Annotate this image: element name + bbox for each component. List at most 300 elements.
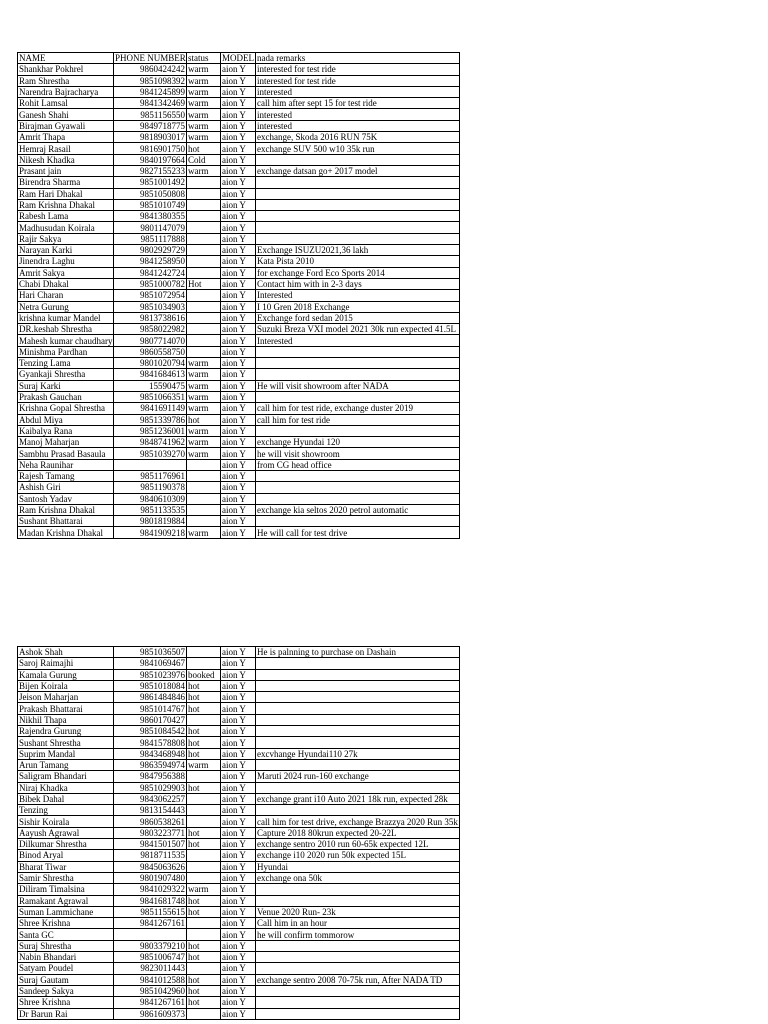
remarks-cell[interactable]: Call him in an hour [256, 918, 460, 929]
status-cell[interactable] [187, 493, 221, 504]
model-cell[interactable]: aion Y [221, 658, 256, 669]
name-cell[interactable]: Ganesh Shahi [18, 109, 114, 120]
model-cell[interactable]: aion Y [221, 143, 256, 154]
remarks-cell[interactable]: Hyundai [256, 861, 460, 872]
phone-cell[interactable]: 9803223771 [114, 827, 187, 838]
model-cell[interactable]: aion Y [221, 459, 256, 470]
phone-cell[interactable]: 9851001492 [114, 177, 187, 188]
name-cell[interactable]: Sushant Bhattarai [18, 516, 114, 527]
status-cell[interactable]: warm [187, 380, 221, 391]
model-cell[interactable]: aion Y [221, 75, 256, 86]
status-cell[interactable]: warm [187, 109, 221, 120]
model-cell[interactable]: aion Y [221, 940, 256, 951]
status-cell[interactable]: warm [187, 358, 221, 369]
model-cell[interactable]: aion Y [221, 703, 256, 714]
model-cell[interactable]: aion Y [221, 448, 256, 459]
name-cell[interactable]: Prakash Bhattarai [18, 703, 114, 714]
model-cell[interactable]: aion Y [221, 929, 256, 940]
remarks-cell[interactable]: Maruti 2024 run-160 exchange [256, 771, 460, 782]
phone-cell[interactable]: 9841029322 [114, 884, 187, 895]
phone-cell[interactable]: 9860538261 [114, 816, 187, 827]
status-cell[interactable]: warm [187, 425, 221, 436]
phone-cell[interactable]: 9849718775 [114, 120, 187, 131]
phone-cell[interactable]: 9848741962 [114, 437, 187, 448]
name-cell[interactable]: Satyam Poudel [18, 963, 114, 974]
name-cell[interactable]: Mahesh kumar chaudhary [19, 335, 113, 346]
phone-cell[interactable]: 9851236001 [114, 425, 187, 436]
remarks-cell[interactable] [256, 963, 460, 974]
phone-cell[interactable]: 9801907480 [114, 872, 187, 883]
model-cell[interactable]: aion Y [221, 346, 256, 357]
model-cell[interactable]: aion Y [221, 906, 256, 917]
model-cell[interactable]: aion Y [221, 793, 256, 804]
phone-cell[interactable]: 9847956388 [114, 771, 187, 782]
name-cell[interactable]: Ram Krishna Dhakal [18, 199, 114, 210]
phone-cell[interactable]: 9841681748 [114, 895, 187, 906]
model-cell[interactable]: aion Y [221, 516, 256, 527]
model-cell[interactable]: aion Y [221, 199, 256, 210]
phone-cell[interactable]: 9841684613 [114, 369, 187, 380]
status-cell[interactable] [187, 312, 221, 323]
phone-cell[interactable]: 9813154443 [114, 805, 187, 816]
phone-cell[interactable]: 9841012588 [114, 974, 187, 985]
model-cell[interactable]: aion Y [221, 782, 256, 793]
remarks-cell[interactable]: Exchange ford sedan 2015 [256, 312, 460, 323]
status-cell[interactable]: warm [187, 448, 221, 459]
name-cell[interactable]: Chabi Dhakal [18, 278, 114, 289]
phone-cell[interactable]: 9843062257 [114, 793, 187, 804]
remarks-cell[interactable] [256, 233, 460, 244]
model-cell[interactable]: aion Y [221, 771, 256, 782]
remarks-cell[interactable]: for exchange Ford Eco Sports 2014 [256, 267, 460, 278]
status-cell[interactable]: booked [187, 669, 221, 680]
remarks-cell[interactable]: call him after sept 15 for test ride [256, 98, 460, 109]
remarks-cell[interactable] [256, 884, 460, 895]
model-cell[interactable]: aion Y [221, 267, 256, 278]
phone-cell[interactable]: 9841069467 [114, 658, 187, 669]
model-cell[interactable]: aion Y [221, 188, 256, 199]
remarks-cell[interactable]: call him for test drive, exchange Brazzya 2020 Run 35k [257, 816, 458, 827]
remarks-cell[interactable] [256, 726, 460, 737]
remarks-cell[interactable]: exchange ona 50k [256, 872, 460, 883]
status-cell[interactable] [187, 211, 221, 222]
phone-cell[interactable]: 9840610309 [114, 493, 187, 504]
status-cell[interactable]: warm [187, 75, 221, 86]
status-cell[interactable] [187, 516, 221, 527]
name-cell[interactable]: Nikhil Thapa [18, 714, 114, 725]
name-cell[interactable]: Shankhar Pokhrel [18, 64, 114, 75]
model-cell[interactable]: aion Y [221, 482, 256, 493]
status-cell[interactable] [187, 658, 221, 669]
status-cell[interactable]: warm [187, 437, 221, 448]
phone-cell[interactable]: 9858022982 [114, 324, 187, 335]
remarks-cell[interactable]: Interested [256, 290, 460, 301]
status-cell[interactable]: hot [187, 839, 221, 850]
name-cell[interactable]: Narendra Bajracharya [18, 86, 114, 97]
remarks-cell[interactable] [256, 470, 460, 481]
status-cell[interactable]: warm [187, 132, 221, 143]
name-cell[interactable]: Santosh Yadav [18, 493, 114, 504]
status-cell[interactable] [187, 861, 221, 872]
status-cell[interactable]: hot [187, 737, 221, 748]
status-cell[interactable]: hot [187, 782, 221, 793]
status-cell[interactable]: warm [187, 403, 221, 414]
phone-cell[interactable]: 9841578808 [114, 737, 187, 748]
remarks-cell[interactable] [256, 493, 460, 504]
model-cell[interactable]: aion Y [221, 692, 256, 703]
status-cell[interactable]: hot [187, 895, 221, 906]
remarks-cell[interactable] [256, 199, 460, 210]
remarks-cell[interactable]: exchange sentro 2008 70-75k run, After NADA TD [256, 974, 460, 985]
remarks-cell[interactable] [256, 692, 460, 703]
remarks-cell[interactable] [256, 658, 460, 669]
model-cell[interactable]: aion Y [221, 714, 256, 725]
remarks-cell[interactable]: He will visit showroom after NADA [256, 380, 460, 391]
status-cell[interactable]: hot [187, 143, 221, 154]
name-cell[interactable]: Kaibalya Rana [18, 425, 114, 436]
remarks-cell[interactable]: call him for test ride [256, 414, 460, 425]
status-cell[interactable] [187, 335, 221, 346]
status-cell[interactable]: warm [187, 527, 221, 538]
phone-cell[interactable]: 9851039270 [114, 448, 187, 459]
status-cell[interactable]: warm [187, 759, 221, 770]
remarks-cell[interactable] [256, 985, 460, 996]
phone-cell[interactable]: 9851156550 [114, 109, 187, 120]
model-cell[interactable]: aion Y [221, 527, 256, 538]
status-cell[interactable]: Cold [187, 154, 221, 165]
name-cell[interactable]: Hemraj Rasail [18, 143, 114, 154]
model-cell[interactable]: aion Y [221, 154, 256, 165]
remarks-cell[interactable] [256, 211, 460, 222]
status-cell[interactable]: hot [187, 680, 221, 691]
name-cell[interactable]: Aayush Agrawal [18, 827, 114, 838]
remarks-cell[interactable] [256, 391, 460, 402]
phone-cell[interactable]: 9851006747 [114, 952, 187, 963]
status-cell[interactable] [187, 872, 221, 883]
remarks-cell[interactable]: Contact him with in 2-3 days [256, 278, 460, 289]
remarks-cell[interactable]: Kata Pista 2010 [256, 256, 460, 267]
remarks-cell[interactable]: exchange datsan go+ 2017 model [256, 165, 460, 176]
name-cell[interactable]: Niraj Khadka [18, 782, 114, 793]
model-cell[interactable]: aion Y [221, 974, 256, 985]
remarks-cell[interactable]: interested [256, 86, 460, 97]
status-cell[interactable] [187, 504, 221, 515]
name-cell[interactable]: Ramakant Agrawal [18, 895, 114, 906]
status-cell[interactable]: hot [187, 997, 221, 1008]
remarks-cell[interactable] [256, 737, 460, 748]
status-cell[interactable] [187, 324, 221, 335]
model-cell[interactable]: aion Y [221, 872, 256, 883]
remarks-cell[interactable]: exchange grant i10 Auto 2021 18k run, expected 28k [256, 793, 460, 804]
model-cell[interactable]: aion Y [221, 64, 256, 75]
name-cell[interactable]: Rajir Sakya [18, 233, 114, 244]
remarks-cell[interactable]: he will confirm tommorow [256, 929, 460, 940]
phone-cell[interactable]: 9813738616 [114, 312, 187, 323]
model-cell[interactable]: aion Y [221, 335, 256, 346]
phone-cell[interactable]: 9860424242 [114, 64, 187, 75]
model-cell[interactable]: aion Y [221, 132, 256, 143]
status-cell[interactable]: warm [187, 884, 221, 895]
phone-cell[interactable]: 9818903017 [114, 132, 187, 143]
model-cell[interactable]: aion Y [221, 245, 256, 256]
remarks-cell[interactable]: exchange, Skoda 2016 RUN 75K [256, 132, 460, 143]
remarks-cell[interactable] [256, 952, 460, 963]
phone-cell[interactable]: 9851084542 [114, 726, 187, 737]
model-cell[interactable]: aion Y [221, 918, 256, 929]
status-cell[interactable]: warm [187, 86, 221, 97]
name-cell[interactable]: Rajendra Gurung [18, 726, 114, 737]
model-cell[interactable]: aion Y [221, 120, 256, 131]
remarks-cell[interactable] [256, 222, 460, 233]
phone-cell[interactable]: 9841342469 [114, 98, 187, 109]
remarks-cell[interactable] [256, 759, 460, 770]
remarks-cell[interactable] [256, 782, 460, 793]
model-cell[interactable]: aion Y [221, 222, 256, 233]
name-cell[interactable]: Birendra Sharma [18, 177, 114, 188]
remarks-cell[interactable] [256, 369, 460, 380]
model-cell[interactable]: aion Y [221, 997, 256, 1008]
phone-cell[interactable]: 9851036507 [114, 647, 187, 658]
remarks-cell[interactable]: Capture 2018 80krun expected 20-22L [256, 827, 460, 838]
status-cell[interactable]: Hot [187, 278, 221, 289]
name-cell[interactable]: Ashish Giri [18, 482, 114, 493]
name-cell[interactable]: Amrit Thapa [18, 132, 114, 143]
phone-cell[interactable]: 15590475 [114, 380, 187, 391]
name-cell[interactable]: Madhusudan Koirala [18, 222, 114, 233]
model-cell[interactable]: aion Y [221, 414, 256, 425]
name-cell[interactable]: Suraj Shrestha [18, 940, 114, 951]
status-cell[interactable] [187, 929, 221, 940]
phone-cell[interactable]: 9860170427 [114, 714, 187, 725]
name-cell[interactable]: Dr Barun Rai [18, 1008, 114, 1019]
phone-cell[interactable]: 9841245899 [114, 86, 187, 97]
remarks-cell[interactable]: He will call for test drive [256, 527, 460, 538]
status-cell[interactable]: warm [187, 369, 221, 380]
phone-cell[interactable]: 9841501507 [114, 839, 187, 850]
status-cell[interactable] [187, 346, 221, 357]
phone-cell[interactable]: 9840197664 [114, 154, 187, 165]
phone-cell[interactable]: 9861484846 [114, 692, 187, 703]
phone-cell[interactable]: 9863594974 [114, 759, 187, 770]
phone-cell[interactable]: 9851029903 [114, 782, 187, 793]
phone-cell[interactable]: 9845063626 [114, 861, 187, 872]
name-cell[interactable]: Hari Charan [18, 290, 114, 301]
status-cell[interactable] [187, 850, 221, 861]
remarks-cell[interactable]: from CG head office [256, 459, 460, 470]
remarks-cell[interactable]: exchange sentro 2010 run 60-65k expected 12L [256, 839, 460, 850]
phone-cell[interactable]: 9803379210 [114, 940, 187, 951]
status-cell[interactable]: warm [187, 120, 221, 131]
phone-cell[interactable]: 9841909218 [114, 527, 187, 538]
phone-cell[interactable]: 9801819884 [114, 516, 187, 527]
model-cell[interactable]: aion Y [221, 278, 256, 289]
phone-cell[interactable]: 9860558750 [114, 346, 187, 357]
phone-cell[interactable]: 9843468948 [114, 748, 187, 759]
status-cell[interactable] [187, 963, 221, 974]
name-cell[interactable]: Krishna Gopal Shrestha [18, 403, 114, 414]
phone-cell[interactable]: 9818711535 [114, 850, 187, 861]
name-cell[interactable]: Tenzing Lama [18, 358, 114, 369]
model-cell[interactable]: aion Y [221, 233, 256, 244]
model-cell[interactable]: aion Y [221, 504, 256, 515]
status-cell[interactable] [187, 177, 221, 188]
status-cell[interactable]: hot [187, 703, 221, 714]
model-cell[interactable]: aion Y [221, 963, 256, 974]
model-cell[interactable]: aion Y [221, 985, 256, 996]
name-cell[interactable]: Gyankaji Shrestha [18, 369, 114, 380]
name-cell[interactable]: Nikesh Khadka [18, 154, 114, 165]
remarks-cell[interactable]: excvhange Hyundai110 27k [256, 748, 460, 759]
name-cell[interactable]: Kamala Gurung [18, 669, 114, 680]
name-cell[interactable]: Jeison Maharjan [18, 692, 114, 703]
remarks-cell[interactable] [256, 346, 460, 357]
name-cell[interactable]: Suraj Karki [18, 380, 114, 391]
model-cell[interactable]: aion Y [221, 86, 256, 97]
model-cell[interactable]: aion Y [221, 109, 256, 120]
model-cell[interactable]: aion Y [221, 256, 256, 267]
name-cell[interactable]: Shree Krishna [18, 918, 114, 929]
header-phone[interactable]: PHONE NUMBER [115, 53, 186, 64]
name-cell[interactable]: Birajman Gyawali [18, 120, 114, 131]
name-cell[interactable]: Bijen Koirala [18, 680, 114, 691]
remarks-cell[interactable]: exchange kia seltos 2020 petrol automatic [256, 504, 460, 515]
phone-cell[interactable]: 9823011443 [114, 963, 187, 974]
model-cell[interactable]: aion Y [221, 312, 256, 323]
status-cell[interactable] [187, 233, 221, 244]
phone-cell[interactable]: 9851176961 [114, 470, 187, 481]
model-cell[interactable]: aion Y [221, 647, 256, 658]
name-cell[interactable]: DR.keshab Shrestha [18, 324, 114, 335]
phone-cell[interactable]: 9851098392 [114, 75, 187, 86]
phone-cell[interactable]: 9851155615 [114, 906, 187, 917]
phone-cell[interactable]: 9841267161 [114, 918, 187, 929]
remarks-cell[interactable]: I 10 Gren 2018 Exchange [256, 301, 460, 312]
name-cell[interactable]: Dilkumar Shrestha [18, 839, 114, 850]
name-cell[interactable]: Rajesh Tamang [18, 470, 114, 481]
phone-cell[interactable]: 9851066351 [114, 391, 187, 402]
name-cell[interactable]: Abdul Miya [18, 414, 114, 425]
remarks-cell[interactable] [256, 714, 460, 725]
name-cell[interactable]: Bibek Dahal [18, 793, 114, 804]
phone-cell[interactable] [114, 459, 187, 470]
model-cell[interactable]: aion Y [221, 1008, 256, 1019]
status-cell[interactable]: hot [187, 952, 221, 963]
remarks-cell[interactable]: exchange Hyundai 120 [256, 437, 460, 448]
status-cell[interactable] [187, 816, 221, 827]
status-cell[interactable] [187, 714, 221, 725]
status-cell[interactable]: hot [187, 414, 221, 425]
remarks-cell[interactable]: Exchange ISUZU2021,36 lakh [256, 245, 460, 256]
status-cell[interactable] [187, 918, 221, 929]
phone-cell[interactable]: 9851050808 [114, 188, 187, 199]
phone-cell[interactable]: 9851339786 [114, 414, 187, 425]
status-cell[interactable]: hot [187, 940, 221, 951]
phone-cell[interactable]: 9841380355 [114, 211, 187, 222]
phone-cell[interactable]: 9861609373 [114, 1008, 187, 1019]
status-cell[interactable]: hot [187, 748, 221, 759]
model-cell[interactable]: aion Y [221, 861, 256, 872]
phone-cell[interactable]: 9841242724 [114, 267, 187, 278]
name-cell[interactable]: Suraj Gautam [18, 974, 114, 985]
phone-cell[interactable]: 9807714070 [114, 335, 187, 346]
name-cell[interactable]: Sushant Shrestha [18, 737, 114, 748]
name-cell[interactable]: Santa GC [18, 929, 114, 940]
status-cell[interactable] [187, 805, 221, 816]
phone-cell[interactable]: 9851042960 [114, 985, 187, 996]
phone-cell[interactable]: 9841267161 [114, 997, 187, 1008]
name-cell[interactable]: Sishir Koirala [18, 816, 114, 827]
name-cell[interactable]: Samir Shrestha [18, 872, 114, 883]
remarks-cell[interactable] [256, 358, 460, 369]
status-cell[interactable] [187, 771, 221, 782]
status-cell[interactable]: warm [187, 98, 221, 109]
name-cell[interactable]: Amrit Sakya [18, 267, 114, 278]
status-cell[interactable]: hot [187, 692, 221, 703]
name-cell[interactable]: Jinendra Laghu [18, 256, 114, 267]
phone-cell[interactable]: 9851117888 [114, 233, 187, 244]
model-cell[interactable]: aion Y [221, 425, 256, 436]
name-cell[interactable]: Ashok Shah [18, 647, 114, 658]
phone-cell[interactable]: 9827155233 [114, 165, 187, 176]
remarks-cell[interactable] [256, 516, 460, 527]
status-cell[interactable]: hot [187, 974, 221, 985]
name-cell[interactable]: Madan Krishna Dhakal [18, 527, 114, 538]
remarks-cell[interactable] [256, 482, 460, 493]
model-cell[interactable]: aion Y [221, 324, 256, 335]
name-cell[interactable]: Saligram Bhandari [18, 771, 114, 782]
model-cell[interactable]: aion Y [221, 827, 256, 838]
name-cell[interactable]: Minishma Pardhan [18, 346, 114, 357]
phone-cell[interactable]: 9851190378 [114, 482, 187, 493]
remarks-cell[interactable]: interested [256, 109, 460, 120]
remarks-cell[interactable]: He is palnning to purchase on Dashain [256, 647, 460, 658]
phone-cell[interactable] [114, 929, 187, 940]
name-cell[interactable]: Ram Shrestha [18, 75, 114, 86]
status-cell[interactable] [187, 1008, 221, 1019]
name-cell[interactable]: Arun Tamang [18, 759, 114, 770]
model-cell[interactable]: aion Y [221, 816, 256, 827]
name-cell[interactable]: Binod Aryal [18, 850, 114, 861]
model-cell[interactable]: aion Y [221, 98, 256, 109]
remarks-cell[interactable] [256, 805, 460, 816]
name-cell[interactable]: Sambhu Prasad Basaula [18, 448, 114, 459]
status-cell[interactable] [187, 793, 221, 804]
phone-cell[interactable]: 9851133535 [114, 504, 187, 515]
remarks-cell[interactable] [256, 940, 460, 951]
name-cell[interactable]: Ram Krishna Dhakal [18, 504, 114, 515]
name-cell[interactable]: Ram Hari Dhakal [18, 188, 114, 199]
remarks-cell[interactable]: interested [256, 120, 460, 131]
phone-cell[interactable]: 9801147079 [114, 222, 187, 233]
name-cell[interactable]: Bharat Tiwar [18, 861, 114, 872]
name-cell[interactable]: Sandeep Sakya [18, 985, 114, 996]
status-cell[interactable] [187, 290, 221, 301]
model-cell[interactable]: aion Y [221, 884, 256, 895]
model-cell[interactable]: aion Y [221, 290, 256, 301]
remarks-cell[interactable] [256, 425, 460, 436]
status-cell[interactable]: warm [187, 64, 221, 75]
status-cell[interactable] [187, 256, 221, 267]
name-cell[interactable]: Rabesh Lama [18, 211, 114, 222]
remarks-cell[interactable]: Venue 2020 Run- 23k [256, 906, 460, 917]
remarks-cell[interactable] [256, 1008, 460, 1019]
model-cell[interactable]: aion Y [221, 358, 256, 369]
name-cell[interactable]: Tenzing [18, 805, 114, 816]
model-cell[interactable]: aion Y [221, 369, 256, 380]
model-cell[interactable]: aion Y [221, 737, 256, 748]
phone-cell[interactable]: 9851018084 [114, 680, 187, 691]
header-remarks[interactable]: nada remarks [256, 53, 460, 64]
